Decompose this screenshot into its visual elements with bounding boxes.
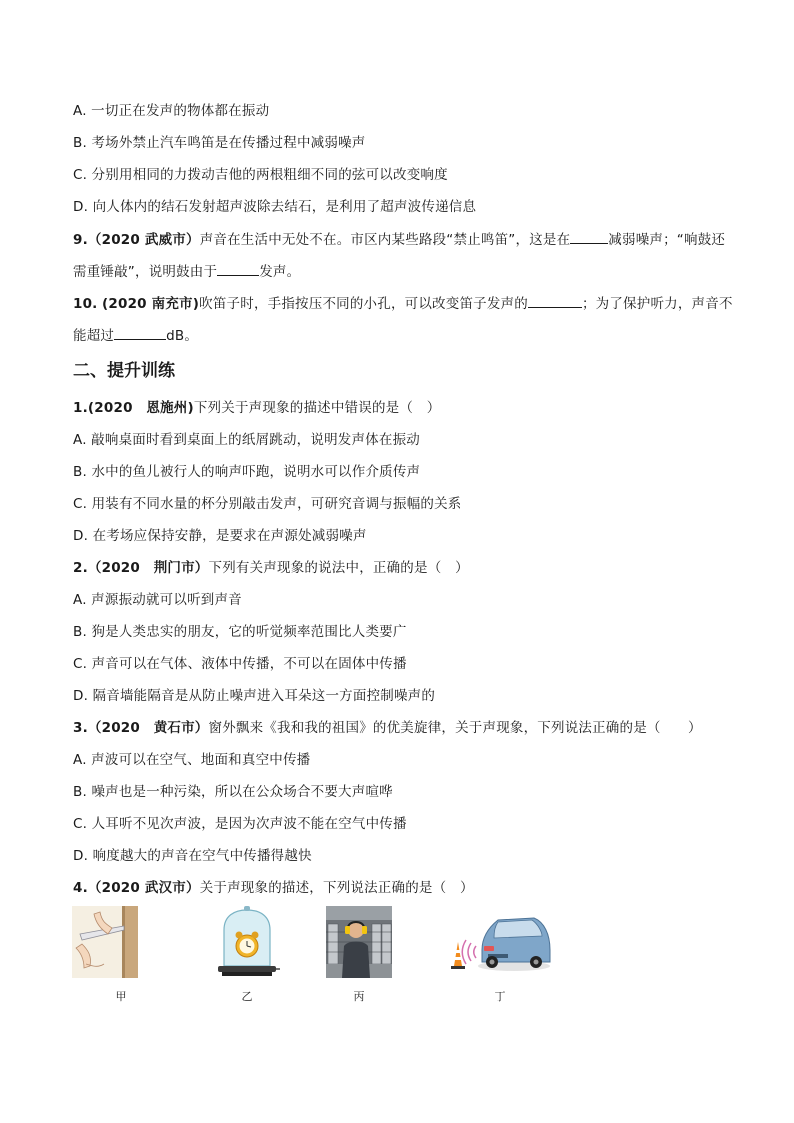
p2-option-a: A. 声源振动就可以听到声音 — [73, 592, 242, 608]
p3-stem-line — [73, 718, 702, 738]
p1-source: (2020 恩施州) — [87, 400, 194, 416]
p1-number: 1. — [73, 400, 88, 416]
p1-option-a: A. 敲响桌面时看到桌面上的纸屑跳动，说明发声体在振动 — [73, 432, 420, 448]
p3-number: 3. — [73, 720, 88, 736]
p2-number: 2. — [73, 560, 88, 576]
p3-option-d: D. 响度越大的声音在空气中传播得越快 — [73, 848, 312, 864]
q10-text-1: 吹笛子时，手指按压不同的小孔，可以改变笛子发声的 — [199, 296, 528, 312]
p2-option-d: D. 隔音墙能隔音是从防止噪声进入耳朵这一方面控制噪声的 — [73, 688, 436, 704]
q10-blank-1[interactable] — [528, 293, 582, 308]
q10-line-2 — [73, 325, 198, 346]
p4-source: （2020 武汉市） — [87, 880, 200, 896]
q8-option-d: D. 向人体内的结石发射超声波除去结石，是利用了超声波传递信息 — [73, 199, 477, 215]
q10-number: 10. — [73, 296, 98, 312]
q9-number: 9. — [73, 232, 88, 248]
q9-blank-2[interactable] — [217, 261, 259, 276]
q9-text-1: 声音在生活中无处不在。市区内某些路段“禁止鸣笛”，这是在 — [199, 232, 571, 248]
q8-option-a: A. 一切正在发声的物体都在振动 — [73, 103, 270, 119]
q8-option-b: B. 考场外禁止汽车鸣笛是在传播过程中减弱噪声 — [73, 135, 366, 151]
q10-text-4: dB。 — [166, 328, 199, 344]
p1-option-d: D. 在考场应保持安静，是要求在声源处减弱噪声 — [73, 528, 367, 544]
p4-stem: 关于声现象的描述，下列说法正确的是（ ） — [199, 880, 474, 896]
p1-stem: 下列关于声现象的描述中错误的是（ ） — [193, 400, 441, 416]
q8-option-c: C. 分别用相同的力拨动吉他的两根粗细不同的弦可以改变响度 — [73, 167, 448, 183]
q9-text-4: 发声。 — [259, 264, 301, 280]
q9-blank-1[interactable] — [570, 229, 608, 244]
q10-text-3: 能超过 — [73, 328, 115, 344]
figure-factory-worker — [326, 906, 392, 978]
p3-option-b: B. 噪声也是一种污染，所以在公众场合不要大声喧哗 — [73, 784, 393, 800]
p3-stem: 窗外飘来《我和我的祖国》的优美旋律，关于声现象，下列说法正确的是（ ） — [208, 720, 702, 736]
figure-car-reverse-sensor — [448, 906, 552, 978]
p1-option-c: C. 用装有不同水量的杯分别敲击发声，可研究音调与振幅的关系 — [73, 496, 462, 512]
p3-option-a: A. 声波可以在空气、地面和真空中传播 — [73, 752, 311, 768]
q9-text-2: 减弱噪声；“响鼓还 — [608, 232, 726, 248]
p1-option-b: B. 水中的鱼儿被行人的响声吓跑，说明水可以作介质传声 — [73, 464, 421, 480]
p4-number: 4. — [73, 880, 88, 896]
p2-stem-line — [73, 558, 469, 578]
p2-option-c: C. 声音可以在气体、液体中传播，不可以在固体中传播 — [73, 656, 407, 672]
caption-ding: 丁 — [494, 990, 506, 1003]
section-heading: 二、提升训练 — [73, 361, 175, 381]
q9-source: （2020 武威市） — [87, 232, 200, 248]
q9-line-2 — [73, 261, 300, 282]
figure-ruler-on-table — [72, 906, 138, 978]
p2-stem: 下列有关声现象的说法中，正确的是（ ） — [208, 560, 469, 576]
q10-text-2: ；为了保护听力，声音不 — [581, 296, 733, 312]
caption-bing: 丙 — [353, 990, 365, 1003]
p3-option-c: C. 人耳听不见次声波，是因为次声波不能在空气中传播 — [73, 816, 407, 832]
p3-source: （2020 黄石市） — [87, 720, 209, 736]
figure-bell-jar-clock — [214, 906, 280, 978]
q9-text-3: 需重锤敲”，说明鼓由于 — [73, 264, 218, 280]
p2-option-b: B. 狗是人类忠实的朋友，它的听觉频率范围比人类要广 — [73, 624, 407, 640]
caption-jia: 甲 — [115, 990, 127, 1003]
p1-stem-line — [73, 398, 440, 418]
p2-source: （2020 荆门市） — [87, 560, 209, 576]
q9-line-1 — [73, 229, 725, 250]
p4-stem-line — [73, 878, 474, 898]
q10-line-1 — [73, 293, 733, 314]
caption-yi: 乙 — [241, 990, 253, 1003]
q10-source: (2020 南充市) — [102, 296, 200, 312]
q10-blank-2[interactable] — [114, 325, 166, 340]
